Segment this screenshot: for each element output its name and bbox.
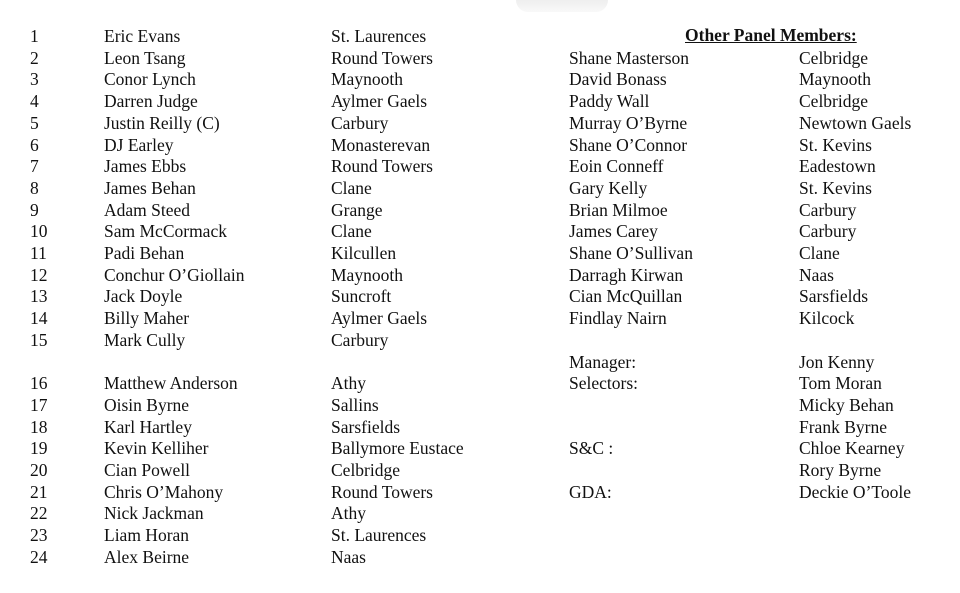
management-name: Rory Byrne [799, 460, 882, 480]
player-club: Clane [331, 221, 372, 242]
player-club: Round Towers [331, 156, 433, 177]
panel-member-name: Brian Milmoe [569, 199, 668, 220]
player-club: Maynooth [331, 264, 403, 285]
player-club: Naas [331, 546, 366, 567]
panel-member-name: Shane O’Sullivan [569, 243, 693, 263]
player-club: Sallins [331, 394, 379, 415]
panel-member-name: Gary Kelly [569, 177, 648, 198]
panel-member-name: David Bonass [569, 69, 667, 90]
player-name: James Ebbs [104, 156, 187, 177]
player-name: Conor Lynch [104, 69, 196, 90]
player-club: Sarsfields [331, 416, 401, 437]
player-club: Round Towers [331, 481, 433, 502]
player-name: Mark Cully [104, 329, 186, 350]
panel-member-club: Celbridge [799, 47, 869, 68]
player-number: 22 [30, 503, 48, 524]
player-name: Liam Horan [104, 525, 190, 546]
player-name: Sam McCormack [104, 221, 227, 242]
panel-member-name: Shane O’Connor [569, 134, 688, 155]
player-number: 11 [30, 243, 47, 263]
player-number: 20 [30, 460, 48, 480]
player-number: 17 [30, 394, 48, 415]
management-role: GDA: [569, 481, 612, 502]
player-name: Conchur O’Giollain [104, 264, 245, 285]
panel-member-club: Maynooth [799, 69, 871, 90]
player-number: 14 [30, 308, 48, 329]
player-club: Suncroft [331, 286, 392, 307]
panel-member-name: James Carey [569, 221, 658, 242]
panel-member-name: Findlay Nairn [569, 308, 667, 329]
player-name: DJ Earley [104, 134, 174, 155]
player-name: James Behan [104, 177, 196, 198]
panel-member-club: Kilcock [799, 308, 855, 329]
panel-member-name: Paddy Wall [569, 91, 650, 112]
player-number: 6 [30, 134, 39, 155]
player-number: 15 [30, 329, 48, 350]
player-number: 18 [30, 416, 48, 437]
panel-member-club: St. Kevins [799, 134, 872, 155]
player-club: Ballymore Eustace [331, 438, 464, 459]
player-number: 4 [30, 91, 39, 112]
player-number: 23 [30, 525, 48, 546]
player-club: Athy [331, 503, 366, 524]
panel-member-club: Celbridge [799, 91, 869, 112]
management-role: Selectors: [569, 373, 639, 394]
player-name: Cian Powell [104, 460, 191, 480]
player-name: Leon Tsang [104, 47, 186, 68]
player-club: Celbridge [331, 460, 401, 480]
player-name: Darren Judge [104, 91, 198, 112]
player-number: 8 [30, 177, 39, 198]
management-name: Jon Kenny [799, 351, 875, 372]
player-club: Kilcullen [331, 243, 397, 263]
player-club: Athy [331, 373, 366, 394]
player-club: Maynooth [331, 69, 403, 90]
player-number: 1 [30, 26, 39, 46]
player-name: Chris O’Mahony [104, 481, 224, 502]
panel-member-name: Eoin Conneff [569, 156, 664, 177]
player-name: Eric Evans [104, 26, 181, 46]
panel-member-name: Murray O’Byrne [569, 112, 688, 133]
player-number: 19 [30, 438, 48, 459]
panel-member-name: Cian McQuillan [569, 286, 683, 307]
panel-heading: Other Panel Members: [685, 25, 857, 45]
management-role: S&C : [569, 438, 614, 459]
panel-member-name: Shane Masterson [569, 47, 690, 68]
panel-member-club: Eadestown [799, 156, 876, 177]
player-club: Carbury [331, 112, 389, 133]
panel-member-club: Clane [799, 243, 840, 263]
player-number: 7 [30, 156, 39, 177]
management-name: Tom Moran [799, 373, 882, 394]
player-club: Carbury [331, 329, 389, 350]
player-number: 2 [30, 47, 39, 68]
player-number: 13 [30, 286, 48, 307]
player-name: Karl Hartley [104, 416, 192, 437]
player-number: 12 [30, 264, 48, 285]
player-number: 10 [30, 221, 48, 242]
player-number: 9 [30, 199, 39, 220]
player-name: Adam Steed [104, 199, 191, 220]
panel-member-club: Sarsfields [799, 286, 869, 307]
player-name: Kevin Kelliher [104, 438, 209, 459]
panel-member-name: Darragh Kirwan [569, 264, 684, 285]
panel-member-club: Carbury [799, 221, 857, 242]
management-role: Manager: [569, 351, 637, 372]
player-name: Alex Beirne [104, 546, 190, 567]
player-name: Justin Reilly (C) [104, 112, 220, 133]
player-club: Monasterevan [331, 134, 431, 155]
player-number: 3 [30, 69, 39, 90]
player-number: 21 [30, 481, 48, 502]
panel-member-club: Newtown Gaels [799, 112, 912, 133]
player-club: Aylmer Gaels [331, 91, 428, 112]
player-club: Aylmer Gaels [331, 308, 428, 329]
management-name: Deckie O’Toole [799, 481, 911, 502]
player-number: 5 [30, 112, 39, 133]
management-name: Chloe Kearney [799, 438, 905, 459]
player-club: Round Towers [331, 47, 433, 68]
player-number: 16 [30, 373, 48, 394]
management-name: Frank Byrne [799, 416, 887, 437]
player-club: Clane [331, 177, 372, 198]
player-name: Nick Jackman [104, 503, 204, 524]
player-club: St. Laurences [331, 525, 427, 546]
player-name: Padi Behan [104, 243, 185, 263]
panel-member-club: Naas [799, 264, 834, 285]
player-name: Jack Doyle [104, 286, 183, 307]
player-number: 24 [30, 546, 48, 567]
panel-member-club: St. Kevins [799, 177, 872, 198]
player-name: Oisin Byrne [104, 394, 190, 415]
management-name: Micky Behan [799, 394, 894, 415]
panel-member-club: Carbury [799, 199, 857, 220]
player-name: Billy Maher [104, 308, 190, 329]
player-club: Grange [331, 199, 383, 220]
player-name: Matthew Anderson [104, 373, 238, 394]
player-club: St. Laurences [331, 26, 427, 46]
